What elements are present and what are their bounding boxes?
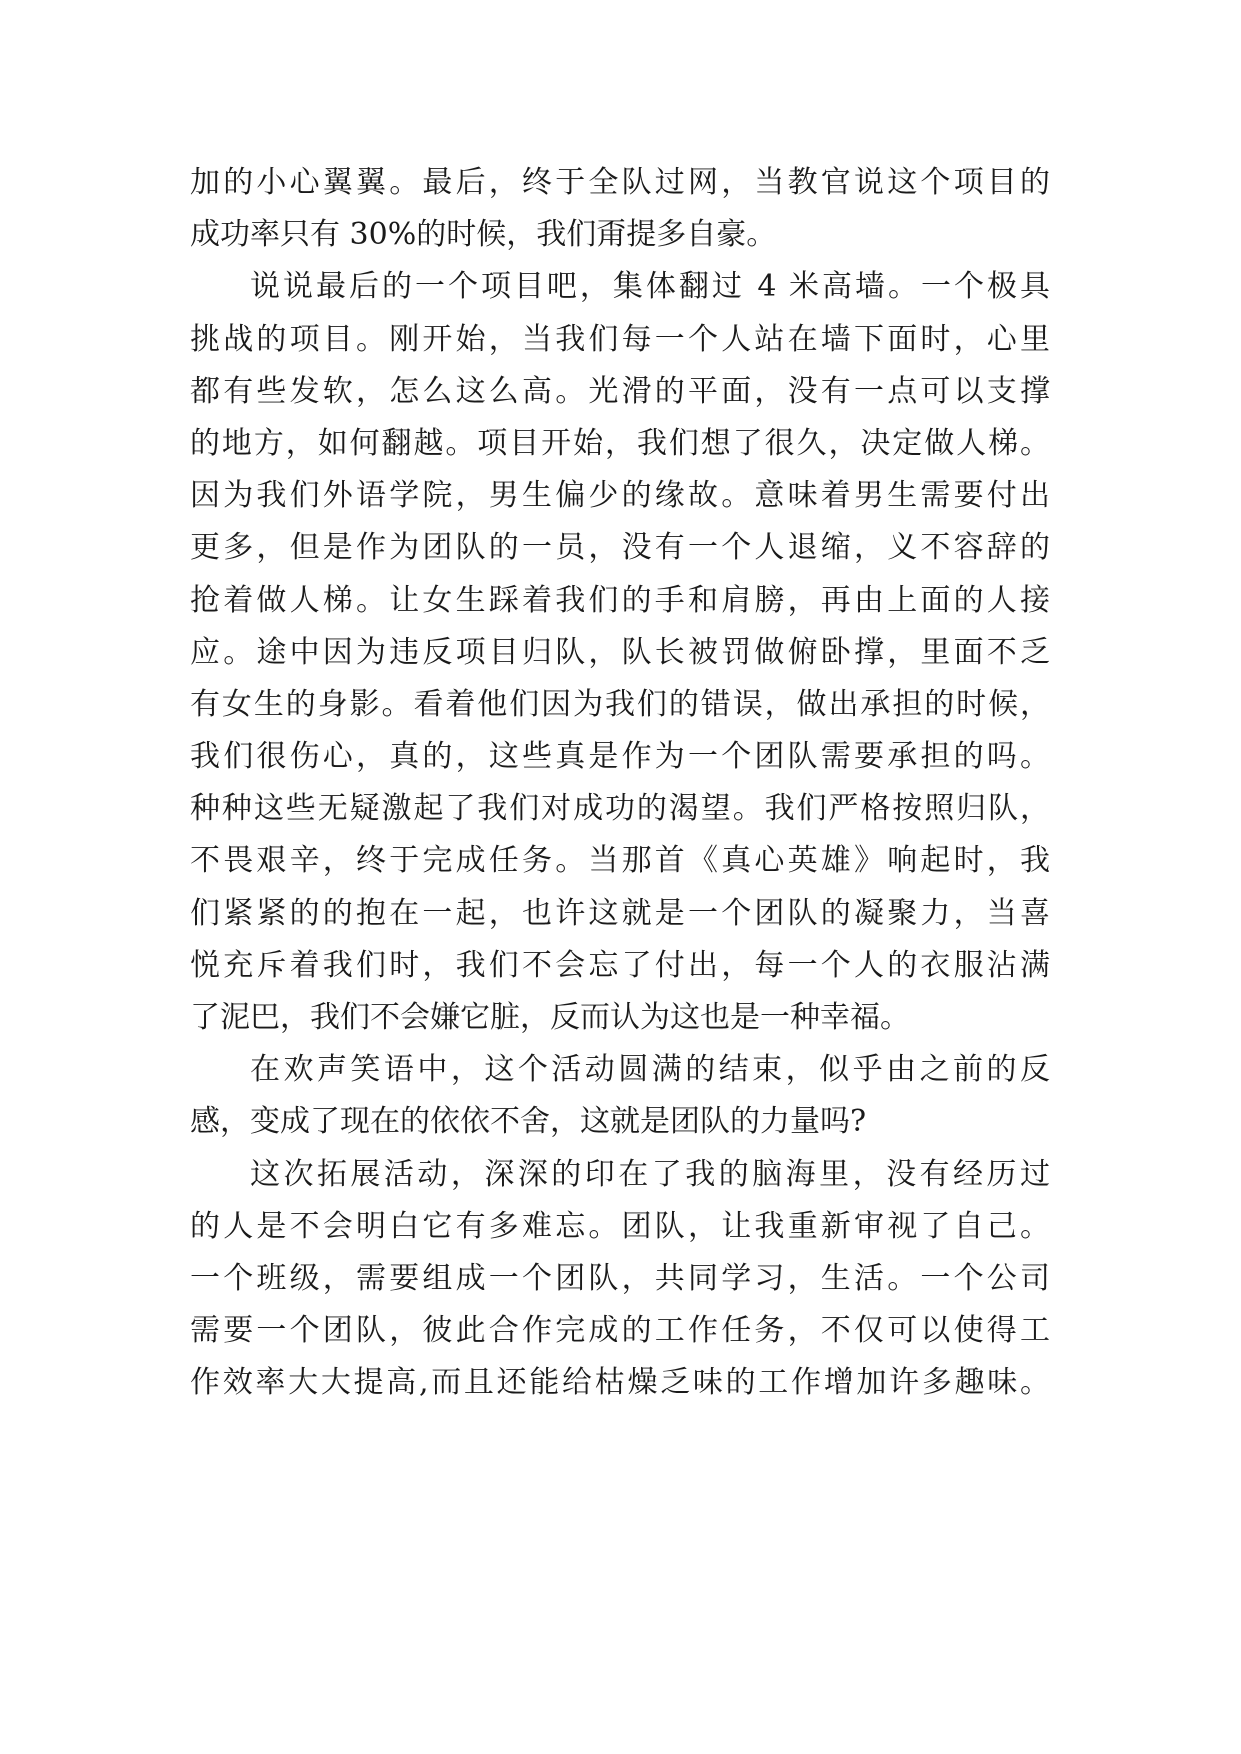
text-line: 的地方，如何翻越。项目开始，我们想了很久，决定做人梯。: [190, 425, 1050, 461]
text-line: 悦充斥着我们时，我们不会忘了付出，每一个人的衣服沾满: [190, 947, 1050, 983]
text-line: 成功率只有 30%的时候，我们甭提多自豪。: [190, 217, 777, 253]
text-line: 挑战的项目。刚开始，当我们每一个人站在墙下面时，心里: [190, 321, 1050, 357]
text-line: 因为我们外语学院，男生偏少的缘故。意味着男生需要付出: [190, 478, 1050, 514]
text-line: 在欢声笑语中，这个活动圆满的结束，似乎由之前的反: [250, 1052, 1050, 1088]
text-line: 作效率大大提高,而且还能给枯燥乏味的工作增加许多趣味。: [190, 1365, 1050, 1401]
text-line: 都有些发软，怎么这么高。光滑的平面，没有一点可以支撑: [190, 373, 1050, 409]
text-line: 感，变成了现在的依依不舍，这就是团队的力量吗?: [190, 1104, 867, 1140]
text-line: 种种这些无疑激起了我们对成功的渴望。我们严格按照归队，: [190, 791, 1050, 827]
text-line: 我们很伤心，真的，这些真是作为一个团队需要承担的吗。: [190, 739, 1050, 775]
text-line: 说说最后的一个项目吧，集体翻过 4 米高墙。一个极具: [250, 269, 1050, 305]
text-line: 应。途中因为违反项目归队，队长被罚做俯卧撑，里面不乏: [190, 634, 1050, 670]
text-line: 一个班级，需要组成一个团队，共同学习，生活。一个公司: [190, 1260, 1050, 1296]
text-line: 这次拓展活动，深深的印在了我的脑海里，没有经历过: [250, 1156, 1050, 1192]
text-line: 抢着做人梯。让女生踩着我们的手和肩膀，再由上面的人接: [190, 582, 1050, 618]
text-line: 们紧紧的的抱在一起，也许这就是一个团队的凝聚力，当喜: [190, 895, 1050, 931]
body-text: [190, 157, 1050, 1410]
text-line: 需要一个团队，彼此合作完成的工作任务，不仅可以使得工: [190, 1313, 1050, 1349]
text-line: 加的小心翼翼。最后，终于全队过网，当教官说这个项目的: [190, 165, 1050, 200]
text-line: 的人是不会明白它有多难忘。团队，让我重新审视了自己。: [190, 1208, 1050, 1244]
text-line: 了泥巴，我们不会嫌它脏，反而认为这也是一种幸福。: [190, 1000, 910, 1035]
text-line: 不畏艰辛，终于完成任务。当那首《真心英雄》响起时，我: [190, 843, 1050, 879]
text-line: 有女生的身影。看着他们因为我们的错误，做出承担的时候，: [190, 686, 1050, 722]
text-line: 更多，但是作为团队的一员，没有一个人退缩，义不容辞的: [190, 530, 1050, 566]
